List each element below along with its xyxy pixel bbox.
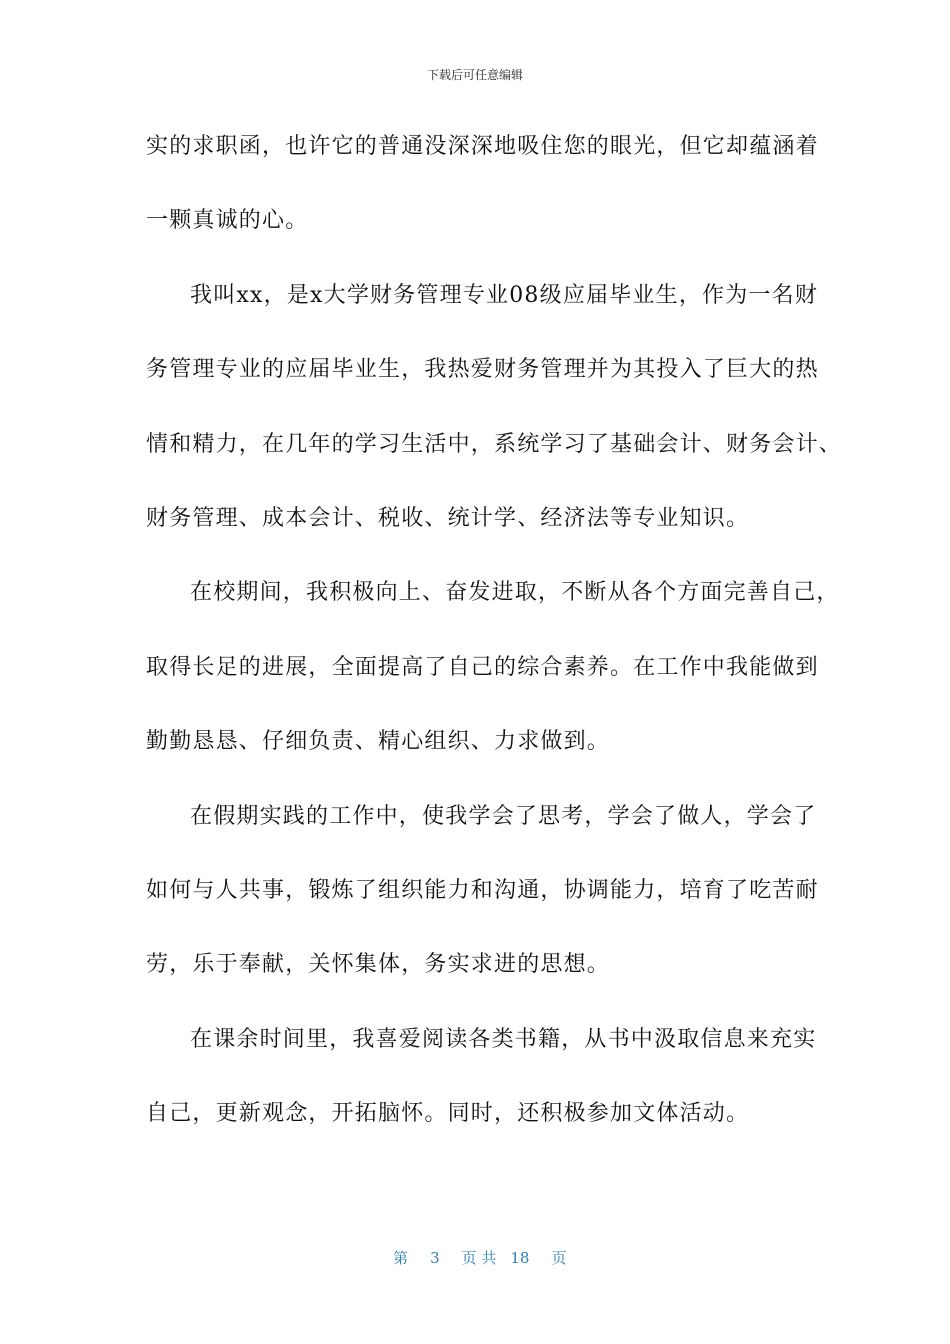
text-line: 自己，更新观念，开拓脑怀。同时，还积极参加文体活动。 (146, 1101, 750, 1127)
text-line: 在假期实践的工作中，使我学会了思考，学会了做人，学会了 (190, 803, 817, 829)
text-line: 一颗真诚的心。 (146, 208, 309, 234)
footer-middle: 页 共 (461, 1249, 497, 1267)
text-line: 劳，乐于奉献，关怀集体，务实求进的思想。 (146, 952, 611, 978)
text-line: 在校期间，我积极向上、奋发进取，不断从各个方面完善自己， (190, 580, 840, 606)
page-footer (0, 1229, 950, 1268)
text-line: 实的求职函，也许它的普通没深深地吸住您的眼光，但它却蕴涵着 (146, 134, 819, 159)
document-body (146, 127, 843, 1168)
header-note: 下载后可任意编辑 (426, 68, 523, 82)
total-pages-number: 18 (510, 1249, 530, 1267)
text-line: 我叫xx，是x大学财务管理专业08级应届毕业生，作为一名财 (190, 282, 819, 308)
text-line: 取得长足的进展，全面提高了自己的综合素养。在工作中我能做到 (146, 654, 819, 680)
footer-suffix: 页 (551, 1249, 567, 1267)
text-line: 情和精力，在几年的学习生活中，系统学习了基础会计、财务会计、 (146, 431, 843, 457)
current-page-number: 3 (430, 1249, 440, 1267)
text-line: 如何与人共事，锻炼了组织能力和沟通，协调能力，培育了吃苦耐 (146, 877, 819, 903)
text-line: 财务管理、成本会计、税收、统计学、经济法等专业知识。 (146, 505, 750, 531)
text-line: 在课余时间里，我喜爱阅读各类书籍，从书中汲取信息来充实 (190, 1026, 817, 1052)
footer-prefix: 第 (393, 1249, 409, 1267)
text-line: 务管理专业的应届毕业生，我热爱财务管理并为其投入了巨大的热 (146, 357, 819, 383)
text-line: 勤勤恳恳、仔细负责、精心组织、力求做到。 (146, 729, 611, 755)
